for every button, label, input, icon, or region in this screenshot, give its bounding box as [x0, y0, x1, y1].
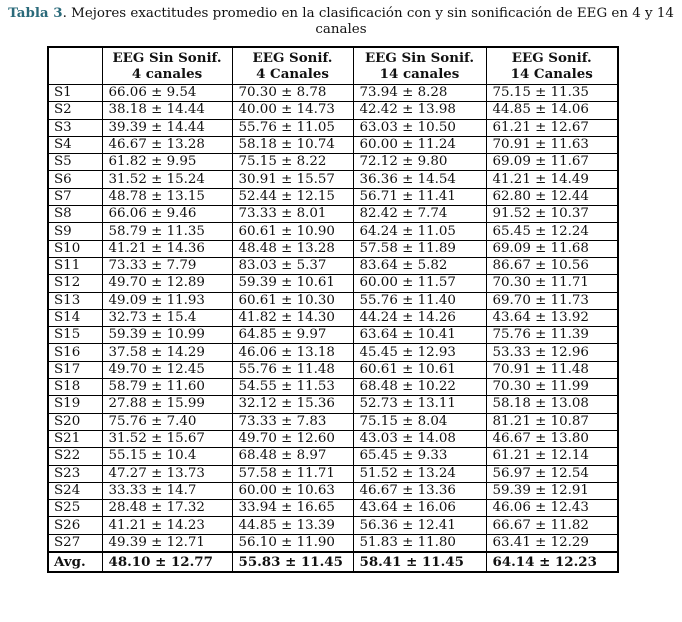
- subject-cell: S3: [48, 119, 102, 136]
- value-cell: 63.03 ± 10.50: [353, 119, 486, 136]
- value-cell: 48.48 ± 13.28: [232, 240, 353, 257]
- value-cell: 43.64 ± 16.06: [353, 500, 486, 517]
- value-cell: 49.70 ± 12.89: [102, 275, 232, 292]
- value-cell: 53.33 ± 12.96: [486, 344, 618, 361]
- value-cell: 60.00 ± 11.24: [353, 136, 486, 153]
- value-cell: 66.67 ± 11.82: [486, 517, 618, 534]
- value-cell: 46.67 ± 13.36: [353, 482, 486, 499]
- subject-cell: S1: [48, 85, 102, 102]
- table-row: [48, 430, 618, 447]
- table-row: [48, 85, 618, 102]
- value-cell: 63.41 ± 12.29: [486, 534, 618, 552]
- value-cell: 73.94 ± 8.28: [353, 85, 486, 102]
- value-cell: 44.85 ± 13.39: [232, 517, 353, 534]
- value-cell: 58.18 ± 10.74: [232, 136, 353, 153]
- value-cell: 46.06 ± 13.18: [232, 344, 353, 361]
- value-cell: 72.12 ± 9.80: [353, 154, 486, 171]
- table-row: [48, 379, 618, 396]
- value-cell: 42.42 ± 13.98: [353, 102, 486, 119]
- average-value-cell: 55.83 ± 11.45: [232, 552, 353, 572]
- subject-cell: S24: [48, 482, 102, 499]
- value-cell: 46.67 ± 13.28: [102, 136, 232, 153]
- table-row: [48, 119, 618, 136]
- value-cell: 55.76 ± 11.40: [353, 292, 486, 309]
- value-cell: 56.10 ± 11.90: [232, 534, 353, 552]
- value-cell: 54.55 ± 11.53: [232, 379, 353, 396]
- header-eeg-sin-sonif-4: EEG Sin Sonif. 4 canales: [102, 47, 232, 85]
- value-cell: 73.33 ± 7.83: [232, 413, 353, 430]
- table-row: [48, 482, 618, 499]
- subject-cell: S9: [48, 223, 102, 240]
- table-row: [48, 500, 618, 517]
- value-cell: 49.70 ± 12.60: [232, 430, 353, 447]
- value-cell: 66.06 ± 9.46: [102, 206, 232, 223]
- table-row: [48, 448, 618, 465]
- table-row: [48, 344, 618, 361]
- table-row: [48, 240, 618, 257]
- value-cell: 36.36 ± 14.54: [353, 171, 486, 188]
- value-cell: 31.52 ± 15.67: [102, 430, 232, 447]
- value-cell: 46.06 ± 12.43: [486, 500, 618, 517]
- value-cell: 60.61 ± 10.30: [232, 292, 353, 309]
- value-cell: 43.03 ± 14.08: [353, 430, 486, 447]
- subject-cell: S5: [48, 154, 102, 171]
- value-cell: 47.27 ± 13.73: [102, 465, 232, 482]
- value-cell: 73.33 ± 8.01: [232, 206, 353, 223]
- table-row: [48, 327, 618, 344]
- subject-cell: S13: [48, 292, 102, 309]
- value-cell: 32.12 ± 15.36: [232, 396, 353, 413]
- value-cell: 27.88 ± 15.99: [102, 396, 232, 413]
- value-cell: 63.64 ± 10.41: [353, 327, 486, 344]
- value-cell: 44.85 ± 14.06: [486, 102, 618, 119]
- value-cell: 58.79 ± 11.35: [102, 223, 232, 240]
- average-value-cell: 48.10 ± 12.77: [102, 552, 232, 572]
- accuracy-table: [47, 46, 619, 573]
- value-cell: 49.09 ± 11.93: [102, 292, 232, 309]
- table-row: [48, 534, 618, 552]
- value-cell: 56.97 ± 12.54: [486, 465, 618, 482]
- value-cell: 70.30 ± 11.99: [486, 379, 618, 396]
- value-cell: 60.00 ± 11.57: [353, 275, 486, 292]
- header-eeg-sonif-14: EEG Sonif. 14 Canales: [486, 47, 618, 85]
- value-cell: 55.76 ± 11.05: [232, 119, 353, 136]
- value-cell: 70.30 ± 8.78: [232, 85, 353, 102]
- subject-cell: S11: [48, 257, 102, 274]
- subject-cell: S25: [48, 500, 102, 517]
- table-row: [48, 206, 618, 223]
- value-cell: 83.03 ± 5.37: [232, 257, 353, 274]
- value-cell: 64.85 ± 9.97: [232, 327, 353, 344]
- value-cell: 70.91 ± 11.48: [486, 361, 618, 378]
- value-cell: 64.24 ± 11.05: [353, 223, 486, 240]
- value-cell: 33.94 ± 16.65: [232, 500, 353, 517]
- value-cell: 40.00 ± 14.73: [232, 102, 353, 119]
- subject-cell: S2: [48, 102, 102, 119]
- value-cell: 75.15 ± 11.35: [486, 85, 618, 102]
- average-value-cell: 58.41 ± 11.45: [353, 552, 486, 572]
- subject-cell: S22: [48, 448, 102, 465]
- value-cell: 46.67 ± 13.80: [486, 430, 618, 447]
- value-cell: 52.44 ± 12.15: [232, 188, 353, 205]
- value-cell: 91.52 ± 10.37: [486, 206, 618, 223]
- value-cell: 55.76 ± 11.48: [232, 361, 353, 378]
- value-cell: 52.73 ± 13.11: [353, 396, 486, 413]
- table-row: [48, 292, 618, 309]
- table-row: [48, 136, 618, 153]
- subject-cell: S19: [48, 396, 102, 413]
- value-cell: 82.42 ± 7.74: [353, 206, 486, 223]
- subject-cell: S6: [48, 171, 102, 188]
- table-row: [48, 309, 618, 326]
- value-cell: 69.09 ± 11.67: [486, 154, 618, 171]
- value-cell: 75.15 ± 8.22: [232, 154, 353, 171]
- value-cell: 41.21 ± 14.49: [486, 171, 618, 188]
- value-cell: 49.70 ± 12.45: [102, 361, 232, 378]
- table-row: [48, 102, 618, 119]
- subject-cell: S27: [48, 534, 102, 552]
- value-cell: 51.83 ± 11.80: [353, 534, 486, 552]
- value-cell: 81.21 ± 10.87: [486, 413, 618, 430]
- subject-cell: S16: [48, 344, 102, 361]
- subject-cell: S12: [48, 275, 102, 292]
- value-cell: 75.76 ± 7.40: [102, 413, 232, 430]
- table-row: [48, 361, 618, 378]
- value-cell: 28.48 ± 17.32: [102, 500, 232, 517]
- value-cell: 69.09 ± 11.68: [486, 240, 618, 257]
- table-row: [48, 413, 618, 430]
- value-cell: 57.58 ± 11.89: [353, 240, 486, 257]
- value-cell: 44.24 ± 14.26: [353, 309, 486, 326]
- value-cell: 68.48 ± 8.97: [232, 448, 353, 465]
- subject-cell: S8: [48, 206, 102, 223]
- value-cell: 37.58 ± 14.29: [102, 344, 232, 361]
- value-cell: 51.52 ± 13.24: [353, 465, 486, 482]
- subject-cell: S20: [48, 413, 102, 430]
- subject-cell: S4: [48, 136, 102, 153]
- subject-cell: S23: [48, 465, 102, 482]
- value-cell: 70.30 ± 11.71: [486, 275, 618, 292]
- value-cell: 62.80 ± 12.44: [486, 188, 618, 205]
- value-cell: 60.61 ± 10.61: [353, 361, 486, 378]
- value-cell: 60.00 ± 10.63: [232, 482, 353, 499]
- average-row: [48, 552, 618, 572]
- value-cell: 57.58 ± 11.71: [232, 465, 353, 482]
- table-row: [48, 154, 618, 171]
- value-cell: 73.33 ± 7.79: [102, 257, 232, 274]
- caption-label: Tabla 3: [8, 5, 63, 21]
- subject-cell: S18: [48, 379, 102, 396]
- subject-cell: S17: [48, 361, 102, 378]
- average-value-cell: 64.14 ± 12.23: [486, 552, 618, 572]
- value-cell: 31.52 ± 15.24: [102, 171, 232, 188]
- header-blank: [48, 47, 102, 85]
- value-cell: 38.18 ± 14.44: [102, 102, 232, 119]
- subject-cell: S10: [48, 240, 102, 257]
- table-row: [48, 188, 618, 205]
- value-cell: 56.71 ± 11.41: [353, 188, 486, 205]
- value-cell: 83.64 ± 5.82: [353, 257, 486, 274]
- value-cell: 33.33 ± 14.7: [102, 482, 232, 499]
- value-cell: 32.73 ± 15.4: [102, 309, 232, 326]
- header-eeg-sonif-4: EEG Sonif. 4 Canales: [232, 47, 353, 85]
- caption-text: . Mejores exactitudes promedio en la clasificación con y sin sonificación de EEG en 4 y 14: [62, 6, 674, 21]
- value-cell: 48.78 ± 13.15: [102, 188, 232, 205]
- caption-text-line2: canales: [315, 22, 367, 37]
- table-row: [48, 223, 618, 240]
- value-cell: 49.39 ± 12.71: [102, 534, 232, 552]
- value-cell: 45.45 ± 12.93: [353, 344, 486, 361]
- header-row: [48, 47, 618, 85]
- subject-cell: S26: [48, 517, 102, 534]
- value-cell: 30.91 ± 15.57: [232, 171, 353, 188]
- table-row: [48, 517, 618, 534]
- table-row: [48, 465, 618, 482]
- value-cell: 69.70 ± 11.73: [486, 292, 618, 309]
- table-caption: [0, 5, 682, 38]
- value-cell: 60.61 ± 10.90: [232, 223, 353, 240]
- value-cell: 68.48 ± 10.22: [353, 379, 486, 396]
- value-cell: 41.21 ± 14.36: [102, 240, 232, 257]
- value-cell: 61.21 ± 12.14: [486, 448, 618, 465]
- value-cell: 41.82 ± 14.30: [232, 309, 353, 326]
- subject-cell: S7: [48, 188, 102, 205]
- value-cell: 59.39 ± 10.61: [232, 275, 353, 292]
- value-cell: 59.39 ± 12.91: [486, 482, 618, 499]
- subject-cell: S15: [48, 327, 102, 344]
- value-cell: 43.64 ± 13.92: [486, 309, 618, 326]
- value-cell: 61.21 ± 12.67: [486, 119, 618, 136]
- table-row: [48, 396, 618, 413]
- value-cell: 41.21 ± 14.23: [102, 517, 232, 534]
- value-cell: 39.39 ± 14.44: [102, 119, 232, 136]
- value-cell: 55.15 ± 10.4: [102, 448, 232, 465]
- subject-cell: S21: [48, 430, 102, 447]
- value-cell: 75.76 ± 11.39: [486, 327, 618, 344]
- value-cell: 70.91 ± 11.63: [486, 136, 618, 153]
- value-cell: 61.82 ± 9.95: [102, 154, 232, 171]
- value-cell: 75.15 ± 8.04: [353, 413, 486, 430]
- table-row: [48, 171, 618, 188]
- header-eeg-sin-sonif-14: EEG Sin Sonif. 14 canales: [353, 47, 486, 85]
- value-cell: 59.39 ± 10.99: [102, 327, 232, 344]
- value-cell: 66.06 ± 9.54: [102, 85, 232, 102]
- value-cell: 65.45 ± 9.33: [353, 448, 486, 465]
- value-cell: 56.36 ± 12.41: [353, 517, 486, 534]
- table-row: [48, 275, 618, 292]
- value-cell: 58.79 ± 11.60: [102, 379, 232, 396]
- value-cell: 86.67 ± 10.56: [486, 257, 618, 274]
- subject-cell: S14: [48, 309, 102, 326]
- average-label-cell: Avg.: [48, 552, 102, 572]
- table-row: [48, 257, 618, 274]
- value-cell: 65.45 ± 12.24: [486, 223, 618, 240]
- value-cell: 58.18 ± 13.08: [486, 396, 618, 413]
